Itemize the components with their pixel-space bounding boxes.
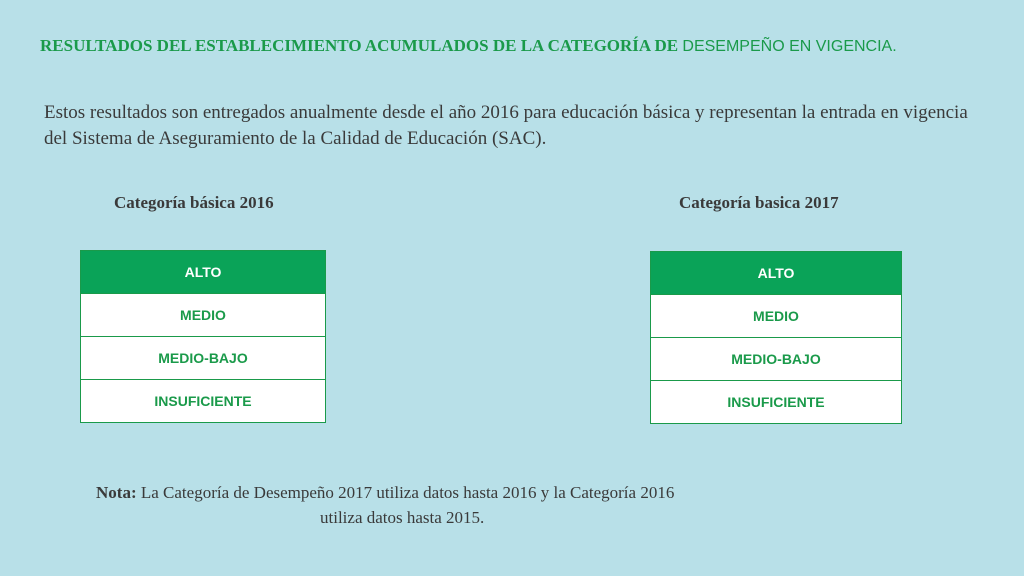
table-row-medio-bajo: MEDIO-BAJO [651, 337, 901, 380]
table-row-medio: MEDIO [81, 293, 325, 336]
table-row-insuficiente: INSUFICIENTE [651, 380, 901, 423]
left-category-heading: Categoría básica 2016 [114, 193, 274, 212]
footnote-line1 [96, 480, 796, 505]
page-title-part2: DESEMPEÑO EN VIGENCIA. [682, 38, 897, 55]
table-row-medio: MEDIO [651, 294, 901, 337]
footnote [96, 480, 796, 530]
page-title-part1: RESULTADOS DEL ESTABLECIMIENTO ACUMULADOS DE LA CATEGORÍA DE [40, 36, 683, 55]
category-table-2017 [650, 251, 902, 424]
footnote-line2: utiliza datos hasta 2015. [320, 508, 485, 527]
table-row-insuficiente: INSUFICIENTE [81, 379, 325, 422]
page-title [40, 36, 1000, 56]
intro-paragraph: Estos resultados son entregados anualmente desde el año 2016 para educación básica y representan la entrada en vigencia del Sistema de Aseguramiento de la Calidad de Educación (SAC). [44, 102, 968, 149]
category-table-2016 [80, 250, 326, 423]
right-category-heading: Categoría basica 2017 [679, 193, 839, 212]
footnote-label: Nota: [96, 483, 137, 502]
table-row-medio-bajo: MEDIO-BAJO [81, 336, 325, 379]
table-row-alto: ALTO [81, 251, 325, 293]
footnote-text1: La Categoría de Desempeño 2017 utiliza datos hasta 2016 y la Categoría 2016 [136, 483, 675, 502]
table-row-alto: ALTO [651, 252, 901, 294]
